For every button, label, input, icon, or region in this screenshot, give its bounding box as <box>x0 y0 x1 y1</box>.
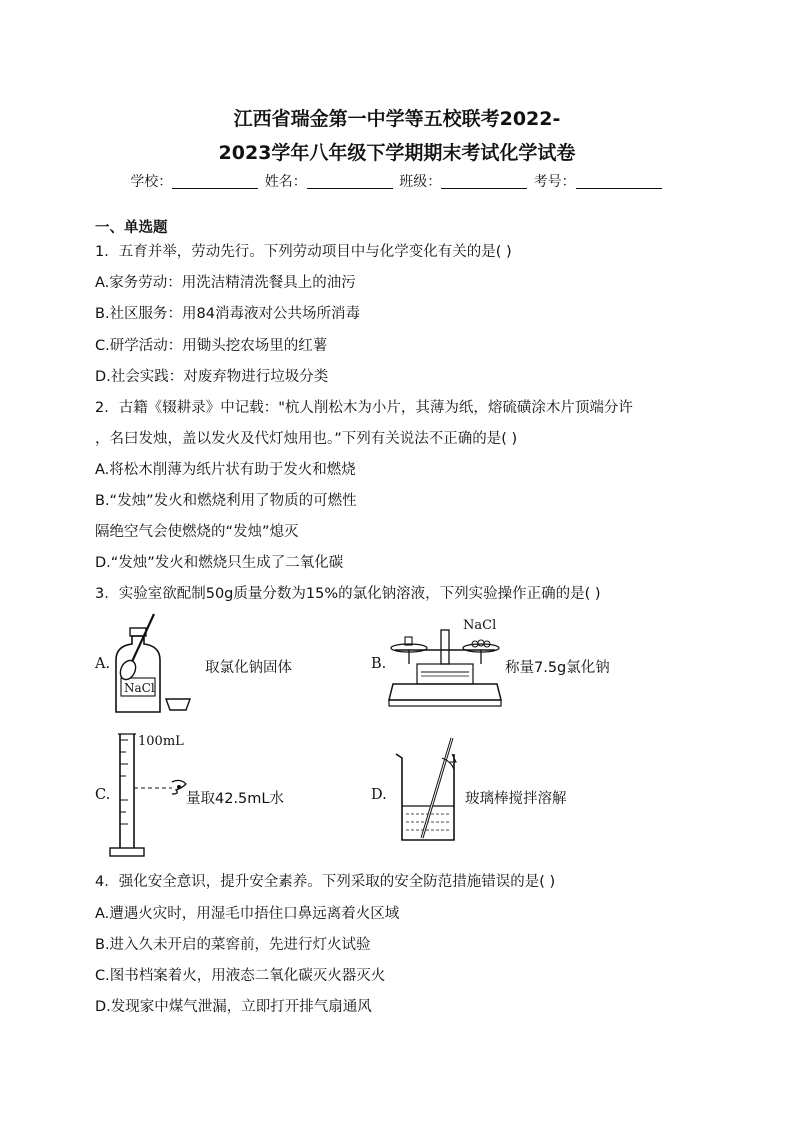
balance-scale-figure <box>385 620 505 712</box>
bottle-label: NaCl <box>124 681 155 695</box>
q1-option-d: D.社会实践：对废弃物进行垃圾分类 <box>95 369 329 385</box>
class-label: 班级： <box>399 174 442 190</box>
q4-option-c: C.图书档案着火，用液态二氧化碳灭火器灭火 <box>95 968 386 984</box>
q3-option-a-caption: 取氯化钠固体 <box>205 660 292 676</box>
q1-option-c: C.研学活动：用锄头挖农场里的红薯 <box>95 338 328 354</box>
class-field[interactable] <box>441 174 527 189</box>
reagent-bottle-with-spoon-figure <box>110 612 200 718</box>
q2-option-b: B.“发烛”发火和燃烧利用了物质的可燃性 <box>95 493 357 509</box>
q4-option-d: D.发现家中煤气泄漏，立即打开排气扇通风 <box>95 999 372 1015</box>
q4-option-a: A.遭遇火灾时，用湿毛巾捂住口鼻远离着火区域 <box>95 906 400 922</box>
q3-option-d-letter: D. <box>371 787 387 803</box>
q3-option-b-letter: B. <box>371 656 387 672</box>
q1-option-a: A.家务劳动：用洗洁精清洗餐具上的油污 <box>95 275 356 291</box>
q1-stem: 1．五育并举，劳动先行。下列劳动项目中与化学变化有关的是( ) <box>95 244 512 260</box>
q2-stem-line-2: ，名曰发烛，盖以发火及代灯烛用也。”下列有关说法不正确的是( ) <box>95 431 518 447</box>
title-line-2: 2023学年八年级下学期期末考试化学试卷 <box>218 142 576 164</box>
exam-no-field[interactable] <box>576 174 662 189</box>
exam-no-label: 考号： <box>533 174 576 190</box>
q3-stem: 3．实验室欲配制50g质量分数为15%的氯化钠溶液，下列实验操作正确的是( ) <box>95 586 601 602</box>
name-field[interactable] <box>307 174 393 189</box>
q2-option-c: 隔绝空气会使燃烧的“发烛”熄灭 <box>95 524 299 540</box>
q2-option-a: A.将松木削薄为纸片状有助于发火和燃烧 <box>95 462 356 478</box>
q4-option-b: B.进入久未开启的菜窖前，先进行灯火试验 <box>95 937 371 953</box>
q2-option-d: D.“发烛”发火和燃烧只生成了二氧化碳 <box>95 555 344 571</box>
q3-option-b-caption: 称量7.5g氯化钠 <box>505 660 610 676</box>
q3-option-d-caption: 玻璃棒搅拌溶解 <box>465 791 567 807</box>
name-label: 姓名： <box>264 174 307 190</box>
q4-stem: 4．强化安全意识，提升安全素养。下列采取的安全防范措施错误的是( ) <box>95 874 556 890</box>
balance-label: NaCl <box>463 618 497 633</box>
graduated-cylinder-figure <box>106 730 190 860</box>
q3-option-c-caption: 量取42.5mL水 <box>186 791 284 807</box>
q3-option-a-letter: A. <box>95 656 111 672</box>
cylinder-label: 100mL <box>138 734 184 749</box>
q3-option-c-letter: C. <box>95 787 111 803</box>
q2-stem-line-1: 2．古籍《辍耕录》中记载："杭人削松木为小片，其薄为纸，熔硫磺涂木片顶端分许 <box>95 400 633 416</box>
title-line-1: 江西省瑞金第一中学等五校联考2022- <box>233 108 561 130</box>
q1-option-b: B.社区服务：用84消毒液对公共场所消毒 <box>95 306 361 322</box>
school-field[interactable] <box>172 174 258 189</box>
school-label: 学校： <box>130 174 173 190</box>
section-heading: 一、单选题 <box>95 220 168 236</box>
beaker-with-stirring-rod-figure <box>392 736 466 848</box>
student-info <box>0 171 794 191</box>
